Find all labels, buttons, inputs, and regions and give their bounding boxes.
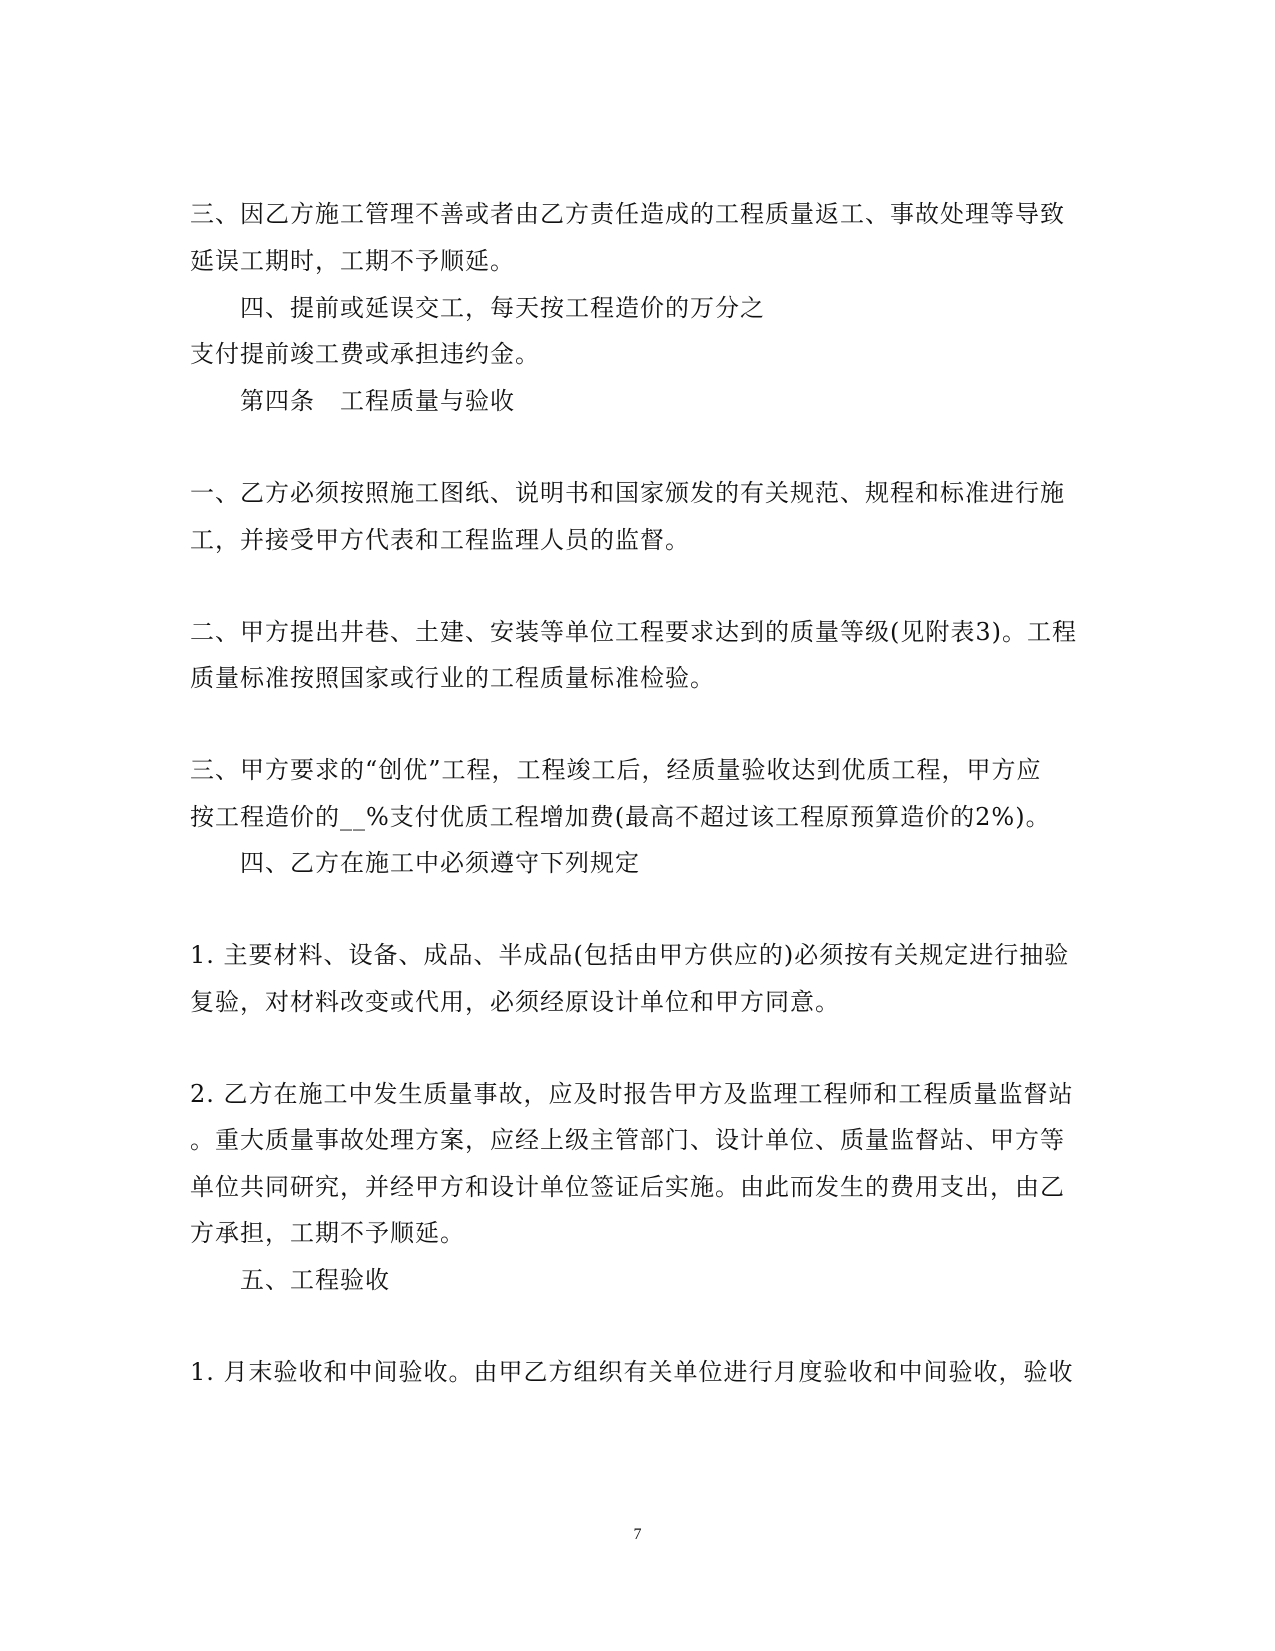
section-heading: 第四条 工程质量与验收: [240, 387, 515, 415]
paragraph-line: 四、乙方在施工中必须遵守下列规定: [240, 849, 640, 877]
paragraph-line: 四、提前或延误交工，每天按工程造价的万分之: [240, 294, 765, 322]
paragraph-line: 五、工程验收: [240, 1266, 390, 1294]
paragraph-line: 1. 月末验收和中间验收。由甲乙方组织有关单位进行月度验收和中间验收，验收: [190, 1358, 1074, 1386]
paragraph-line: 按工程造价的__%支付优质工程增加费(最高不超过该工程原预算造价的2%)。: [190, 803, 1051, 831]
paragraph-line: 支付提前竣工费或承担违约金。: [190, 340, 540, 368]
paragraph-line: 二、甲方提出井巷、土建、安装等单位工程要求达到的质量等级(见附表3)。工程: [190, 618, 1077, 646]
paragraph-line: 方承担，工期不予顺延。: [190, 1219, 465, 1247]
page-number: 7: [633, 1526, 642, 1543]
paragraph-line: 工，并接受甲方代表和工程监理人员的监督。: [190, 526, 690, 554]
paragraph-line: 1. 主要材料、设备、成品、半成品(包括由甲方供应的)必须按有关规定进行抽验: [190, 941, 1070, 969]
paragraph-line: 质量标准按照国家或行业的工程质量标准检验。: [190, 664, 715, 692]
paragraph-line: 2. 乙方在施工中发生质量事故，应及时报告甲方及监理工程师和工程质量监督站: [190, 1080, 1074, 1108]
paragraph-line: 。重大质量事故处理方案，应经上级主管部门、设计单位、质量监督站、甲方等: [190, 1126, 1065, 1154]
paragraph-line: 单位共同研究，并经甲方和设计单位签证后实施。由此而发生的费用支出，由乙: [190, 1173, 1065, 1201]
paragraph-line: 三、因乙方施工管理不善或者由乙方责任造成的工程质量返工、事故处理等导致: [190, 200, 1065, 228]
paragraph-line: 复验，对材料改变或代用，必须经原设计单位和甲方同意。: [190, 988, 840, 1016]
paragraph-line: 三、甲方要求的“创优”工程，工程竣工后，经质量验收达到优质工程，甲方应: [190, 756, 1042, 784]
paragraph-line: 一、乙方必须按照施工图纸、说明书和国家颁发的有关规范、规程和标准进行施: [190, 479, 1065, 507]
paragraph-line: 延误工期时，工期不予顺延。: [190, 247, 515, 275]
